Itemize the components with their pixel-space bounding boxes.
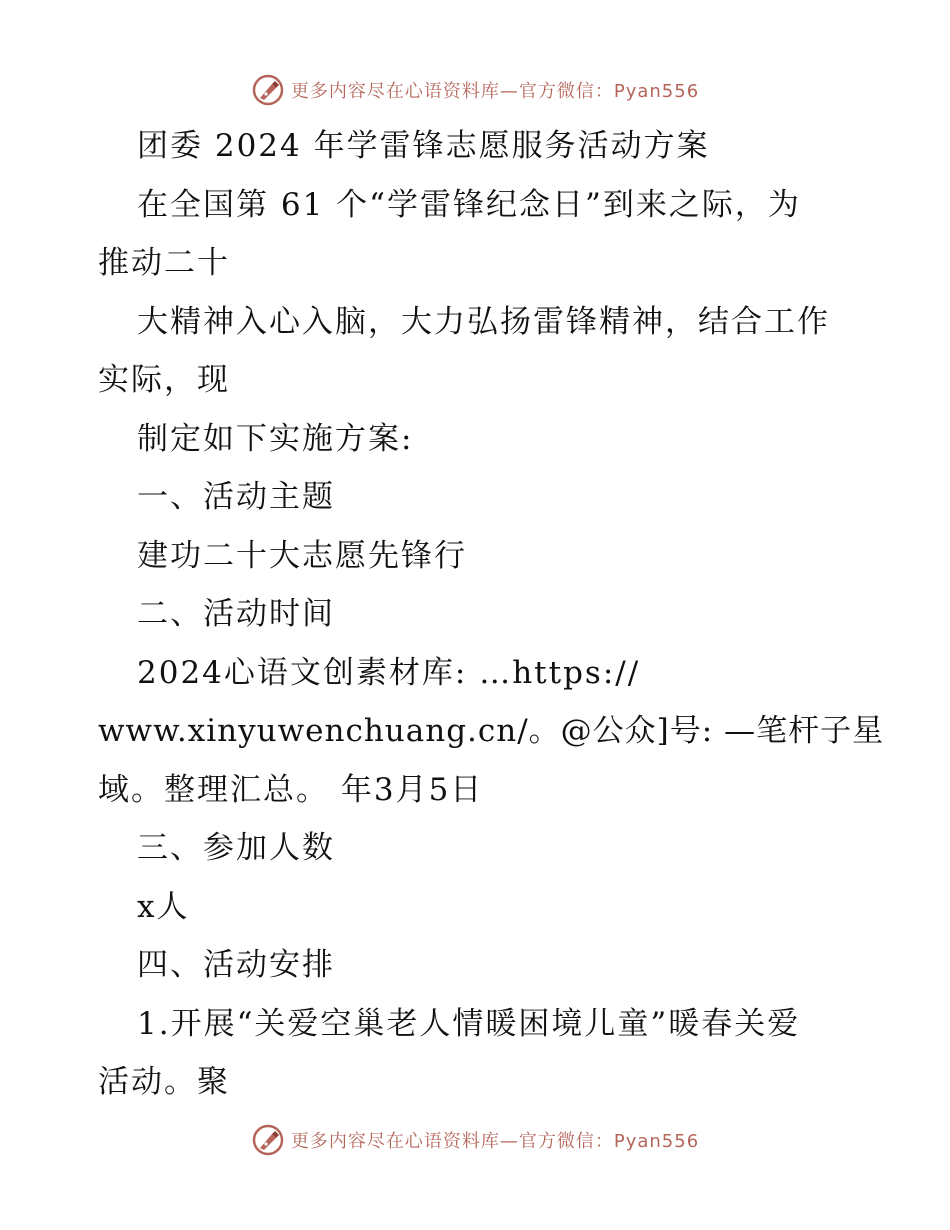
footer-watermark-text: 更多内容尽在心语资料库—官方微信：Pyan556 bbox=[290, 1131, 700, 1152]
paragraph-line: www.xinyuwenchuang.cn/。@公众]号: —笔杆子星 bbox=[98, 713, 885, 749]
paragraph-line: 建功二十大志愿先锋行 bbox=[137, 538, 467, 574]
footer-watermark-banner bbox=[0, 1120, 950, 1160]
pen-nib-logo-icon bbox=[251, 73, 285, 107]
paragraph-line: 2024心语文创素材库: …https:// bbox=[137, 655, 641, 691]
paragraph-line: 1.开展“关爱空巢老人情暖困境儿童”暖春关爱 bbox=[137, 1006, 801, 1042]
document-title: 团委 2024 年学雷锋志愿服务活动方案 bbox=[137, 128, 710, 164]
paragraph-line: 大精神入心入脑，大力弘扬雷锋精神，结合工作 bbox=[137, 304, 830, 340]
section-heading: 四、活动安排 bbox=[137, 947, 335, 983]
section-heading: 二、活动时间 bbox=[137, 596, 335, 632]
paragraph-line: 实际，现 bbox=[98, 362, 230, 398]
paragraph-line: 在全国第 61 个“学雷锋纪念日”到来之际，为 bbox=[137, 187, 801, 223]
section-heading: 一、活动主题 bbox=[137, 479, 335, 515]
paragraph-line: x人 bbox=[137, 889, 190, 925]
paragraph-line: 域。整理汇总。 年3月5日 bbox=[98, 772, 484, 808]
paragraph-line: 制定如下实施方案: bbox=[137, 421, 414, 457]
section-heading: 三、参加人数 bbox=[137, 830, 335, 866]
paragraph-line: 活动。聚 bbox=[98, 1064, 230, 1100]
paragraph-line: 推动二十 bbox=[98, 245, 230, 281]
header-watermark-banner bbox=[0, 70, 950, 110]
header-watermark-text: 更多内容尽在心语资料库—官方微信：Pyan556 bbox=[290, 81, 700, 102]
pen-nib-logo-icon bbox=[251, 1123, 285, 1157]
